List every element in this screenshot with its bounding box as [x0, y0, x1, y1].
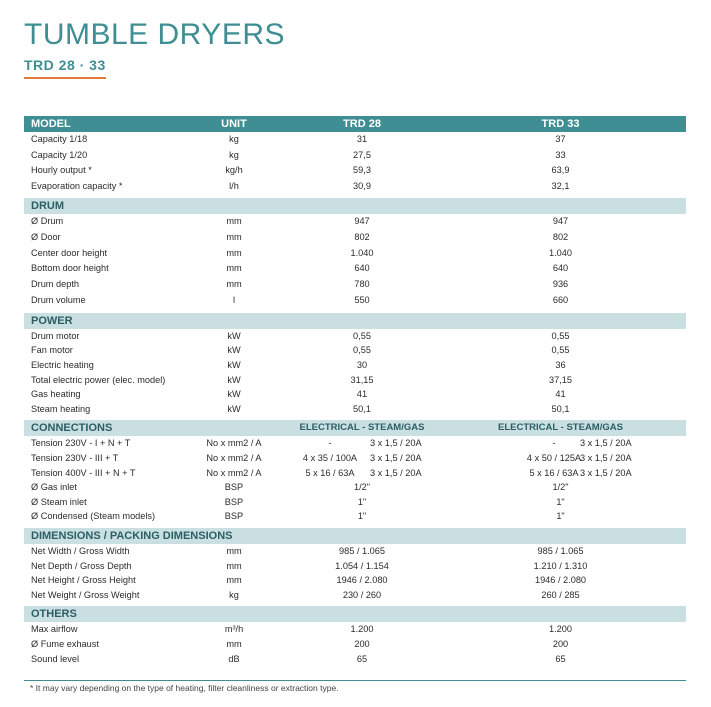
trd28-value: 1.040 [350, 247, 374, 258]
trd33-value: 1946 / 2.080 [534, 575, 587, 586]
row-unit: mm [226, 231, 242, 242]
footnote: * It may vary depending on the type of heating, filter cleanliness or extraction type. [30, 683, 339, 693]
trd33-value: 50,1 [551, 403, 570, 414]
row-unit: No x mm2 / A [206, 452, 262, 463]
trd33-value: 37,15 [549, 374, 572, 385]
row-unit: mm [226, 216, 242, 226]
trd28-value: 1946 / 2.080 [336, 575, 388, 586]
table-row [24, 438, 686, 453]
section-title: CONNECTIONS [31, 422, 113, 435]
row-label: Net Depth / Gross Depth [31, 560, 132, 571]
trd33-value: 1.200 [549, 624, 572, 635]
drum-rows [24, 214, 686, 311]
row-label: Ø Drum [31, 216, 64, 226]
section-drum [24, 198, 686, 214]
section-dimensions [24, 528, 686, 544]
table-row [24, 561, 686, 576]
table-row [24, 639, 686, 654]
row-unit: BSP [224, 482, 244, 493]
trd33-cable-spec-alt: 3 x 1,5 / 20A [580, 452, 632, 463]
row-unit: mm [226, 279, 242, 290]
trd33-cable-spec: - [552, 438, 556, 449]
trd28-value: 27,5 [353, 149, 371, 160]
trd28-value: 30,9 [353, 180, 371, 191]
trd33-value: 0,55 [551, 345, 570, 356]
trd33-value: 660 [552, 295, 569, 305]
table-row [24, 232, 686, 248]
row-unit: mm [226, 263, 242, 274]
row-label: Hourly output * [31, 165, 92, 175]
row-unit: m³/h [224, 624, 244, 635]
row-unit: l [232, 295, 236, 305]
trd28-value: 230 / 260 [342, 589, 382, 600]
header-unit: UNIT [221, 118, 247, 130]
row-label: Ø Fume exhaust [31, 638, 99, 649]
row-label: Drum depth [31, 279, 80, 290]
trd28-value: 780 [354, 279, 370, 290]
table-row [24, 248, 686, 264]
row-unit: mm [226, 575, 242, 586]
trd33-value: 65 [555, 653, 566, 664]
table-row [24, 404, 686, 419]
row-unit: kg [229, 134, 239, 144]
trd33-value: 260 / 285 [541, 589, 580, 600]
row-label: Fan motor [31, 345, 73, 356]
table-row [24, 624, 686, 639]
trd28-cable-spec: 4 x 35 / 100A [302, 452, 358, 463]
section-title: OTHERS [31, 608, 77, 621]
row-label: Center door height [31, 247, 108, 258]
header-trd33: TRD 33 [541, 118, 580, 130]
row-unit: BSP [224, 496, 244, 507]
trd28-value: 1" [357, 496, 367, 507]
table-row [24, 263, 686, 279]
row-label: Drum motor [31, 330, 80, 341]
trd33-value: 640 [552, 263, 569, 274]
others-rows [24, 622, 686, 668]
trd33-cable-spec: 4 x 50 / 125A [526, 452, 582, 463]
row-unit: kW [227, 330, 241, 341]
row-label: Steam heating [31, 403, 91, 414]
section-connections [24, 420, 686, 436]
row-label: Ø Gas inlet [31, 482, 77, 493]
row-label: Drum volume [31, 295, 86, 305]
row-label: Gas heating [31, 389, 81, 400]
subtitle-underline [24, 77, 106, 79]
trd33-value: 1/2" [552, 482, 569, 493]
footer-divider [24, 680, 686, 681]
table-row [24, 216, 686, 232]
table-row [24, 150, 686, 166]
table-row [24, 279, 686, 295]
trd33-cable-spec: 5 x 16 / 63A [529, 467, 579, 478]
trd28-cable-spec-alt: 3 x 1,5 / 20A [370, 438, 422, 449]
table-row [24, 575, 686, 590]
section-title: DRUM [31, 200, 64, 212]
trd33-value: 37 [555, 134, 566, 144]
table-row [24, 181, 686, 197]
page-title: TUMBLE DRYERS [24, 18, 286, 51]
table-row [24, 360, 686, 375]
table-row [24, 295, 686, 311]
table-header [24, 116, 686, 132]
row-unit: mm [226, 560, 242, 571]
row-label: Ø Steam inlet [31, 496, 87, 507]
trd33-value: 1" [556, 511, 565, 522]
row-label: Electric heating [31, 359, 94, 370]
trd28-value: 802 [354, 231, 370, 242]
trd28-value: 0,55 [353, 330, 371, 341]
spec-table [24, 116, 686, 668]
trd28-value: 0,55 [353, 345, 371, 356]
trd28-value: 1/2" [353, 482, 371, 493]
row-label: Ø Door [31, 231, 61, 242]
trd33-value: 1" [556, 496, 565, 507]
table-row [24, 590, 686, 605]
trd28-value: 640 [354, 263, 370, 274]
trd28-value: 947 [354, 216, 370, 226]
connections-heading-trd28: ELECTRICAL - STEAM/GAS [299, 422, 425, 434]
row-label: Net Width / Gross Width [31, 545, 130, 556]
trd28-value: 200 [354, 638, 370, 649]
section-title: POWER [31, 314, 73, 327]
trd28-cable-spec: 5 x 16 / 63A [305, 467, 355, 478]
model-subtitle: TRD 28 · 33 [24, 57, 106, 73]
trd33-value: 36 [555, 359, 566, 370]
table-row [24, 389, 686, 404]
basic-rows [24, 132, 686, 196]
trd33-value: 936 [552, 279, 569, 290]
table-row [24, 468, 686, 483]
row-label: Tension 230V - I + N + T [31, 438, 131, 449]
row-unit: No x mm2 / A [206, 467, 262, 478]
trd33-cable-spec-alt: 3 x 1,5 / 20A [580, 438, 632, 449]
row-unit: kW [227, 359, 241, 370]
trd28-cable-spec-alt: 3 x 1,5 / 20A [370, 452, 422, 463]
trd33-value: 41 [555, 389, 566, 400]
row-label: Total electric power (elec. model) [31, 374, 166, 385]
trd33-value: 32,1 [551, 180, 570, 191]
row-label: Tension 230V - III + T [31, 452, 119, 463]
row-label: Evaporation capacity * [31, 180, 123, 191]
trd28-value: 59,3 [353, 165, 371, 175]
trd33-value: 985 / 1.065 [537, 545, 584, 556]
table-row [24, 482, 686, 497]
row-unit: kg [229, 589, 239, 600]
trd28-value: 50,1 [353, 403, 371, 414]
trd28-cable-spec: - [328, 438, 332, 449]
row-unit: kW [227, 389, 241, 400]
row-label: Bottom door height [31, 263, 109, 274]
table-row [24, 134, 686, 150]
row-label: Net Weight / Gross Weight [31, 589, 140, 600]
row-unit: kg [229, 149, 239, 160]
table-row [24, 375, 686, 390]
connections-rows [24, 436, 686, 526]
row-unit: kg/h [225, 165, 243, 175]
power-rows [24, 329, 686, 419]
dimensions-rows [24, 544, 686, 604]
trd33-value: 33 [555, 149, 566, 160]
trd28-value: 31 [356, 134, 368, 144]
table-row [24, 497, 686, 512]
trd33-value: 200 [552, 638, 569, 649]
table-row [24, 511, 686, 526]
row-label: Sound level [31, 653, 80, 664]
row-label: Capacity 1/18 [31, 134, 88, 144]
section-power [24, 313, 686, 329]
row-label: Capacity 1/20 [31, 149, 88, 160]
row-unit: mm [226, 545, 242, 556]
trd28-value: 30 [356, 359, 368, 370]
trd33-value: 0,55 [551, 330, 570, 341]
trd33-value: 1.210 / 1.310 [533, 560, 588, 571]
row-unit: No x mm2 / A [206, 438, 262, 449]
section-others [24, 606, 686, 622]
table-row [24, 345, 686, 360]
table-row [24, 331, 686, 346]
table-row [24, 654, 686, 669]
trd28-value: 65 [356, 653, 368, 664]
row-unit: l/h [229, 180, 239, 191]
trd28-cable-spec-alt: 3 x 1,5 / 20A [370, 467, 422, 478]
row-unit: dB [228, 653, 240, 664]
row-label: Ø Condensed (Steam models) [31, 511, 156, 522]
trd28-value: 1" [357, 511, 367, 522]
trd33-value: 802 [552, 231, 569, 242]
connections-heading-trd33: ELECTRICAL - STEAM/GAS [498, 422, 623, 434]
row-unit: mm [226, 247, 242, 258]
table-row [24, 165, 686, 181]
trd28-value: 31,15 [350, 374, 374, 385]
trd28-value: 1.054 / 1.154 [335, 560, 389, 571]
trd33-value: 1.040 [549, 247, 572, 258]
row-unit: BSP [224, 511, 244, 522]
section-title: DIMENSIONS / PACKING DIMENSIONS [31, 529, 233, 542]
trd28-value: 41 [356, 389, 368, 400]
row-unit: kW [227, 403, 241, 414]
row-label: Tension 400V - III + N + T [31, 467, 136, 478]
table-row [24, 453, 686, 468]
row-label: Net Height / Gross Height [31, 575, 136, 586]
trd28-value: 550 [354, 295, 370, 305]
trd33-cable-spec-alt: 3 x 1,5 / 20A [580, 467, 632, 478]
row-unit: kW [227, 374, 241, 385]
row-unit: mm [226, 638, 242, 649]
trd33-value: 63,9 [551, 165, 570, 175]
header-model: MODEL [31, 118, 71, 130]
header-trd28: TRD 28 [343, 118, 381, 130]
trd28-value: 985 / 1.065 [339, 545, 385, 556]
row-unit: kW [227, 345, 241, 356]
trd28-value: 1.200 [350, 624, 374, 635]
row-label: Max airflow [31, 624, 78, 635]
trd33-value: 947 [552, 216, 569, 226]
table-row [24, 546, 686, 561]
